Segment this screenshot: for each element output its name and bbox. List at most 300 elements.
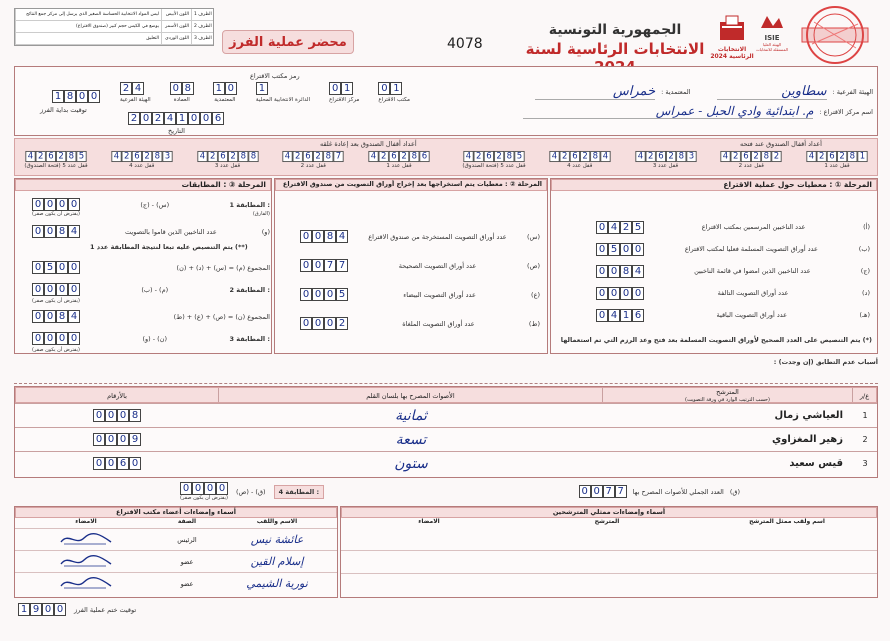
digit-cell: 0 <box>312 259 324 272</box>
code-field <box>378 82 410 103</box>
code-digits[interactable] <box>213 82 237 95</box>
member-role: الرئيس <box>177 535 197 544</box>
center-value[interactable]: م. ابتدائية وادي الحبل - عمراس <box>523 104 813 119</box>
digit-cell: 6 <box>46 151 56 162</box>
digit-cell: 1 <box>390 82 402 95</box>
envelope-label: الظرف 3 <box>191 33 213 44</box>
digit-cell: 4 <box>111 151 121 162</box>
voters-value[interactable] <box>32 225 80 238</box>
digit-cell: 0 <box>596 265 608 278</box>
digit-cell: 0 <box>300 288 312 301</box>
candidate-votes-words[interactable]: تسعة <box>395 431 427 448</box>
lock-label: قفل عدد 5 (فتحة الصندوق) <box>462 163 526 169</box>
stage3-title: المرحلة ③ : المطابقات <box>181 180 266 189</box>
code-label: العمادة <box>173 97 190 103</box>
voters-label: عدد الناخبين الذين قاموا بالتصويت <box>125 227 217 236</box>
isie-label: ISIE <box>764 34 780 42</box>
stamp-seal-icon <box>794 4 876 66</box>
code-label: مكتب الاقتراع <box>378 97 410 103</box>
code-label: المعتمدية <box>214 97 236 103</box>
digit-cell: 4 <box>25 151 35 162</box>
election-logo <box>710 14 754 62</box>
stage2-label: عدد أوراق التصويت المستخرجة من صندوق الاقتراع <box>368 232 507 241</box>
digit-cell: 0 <box>188 112 200 125</box>
voters-key: (و) <box>261 227 270 236</box>
digit-cell: 5 <box>608 243 620 256</box>
logo-text: الانتخابات الرئاسية 2024 <box>710 46 754 60</box>
envelope-desc: التعليق <box>15 33 161 44</box>
stage1-row <box>596 282 870 304</box>
stage3-header <box>15 179 271 191</box>
lock-field <box>277 150 349 169</box>
digit-cell: 4 <box>463 151 473 162</box>
member-row <box>15 572 337 594</box>
stage1-value[interactable] <box>596 243 644 256</box>
digit-cell: 8 <box>620 265 632 278</box>
stage1-label: عدد الناخبين المرسمين بمكتب الاقتراع <box>701 223 806 231</box>
digit-cell: 2 <box>645 151 655 162</box>
digit-cell: 0 <box>93 409 105 422</box>
digit-cell: 8 <box>504 151 514 162</box>
code-digits[interactable] <box>256 82 310 95</box>
digit-cell: 5 <box>514 151 524 162</box>
candidate-votes-words[interactable]: ثمانية <box>395 407 427 424</box>
stage1-row <box>596 238 870 260</box>
digit-cell: 4 <box>608 221 620 234</box>
digit-cell: 0 <box>32 261 44 274</box>
sum-n-label: المجموع (ن) = (ص) + (ع) + (ط) <box>173 312 270 321</box>
signature-scribble-icon <box>56 574 116 592</box>
digit-cell: 0 <box>32 283 44 296</box>
envelope-label: الظرف 2 <box>191 21 213 32</box>
digit-cell: 6 <box>484 151 494 162</box>
election-title: الانتخابات الرئاسية لسنة <box>525 40 705 58</box>
digit-cell: 0 <box>93 457 105 470</box>
member-name[interactable]: نورية الشيمي <box>246 577 308 590</box>
candidate-votes-digits[interactable] <box>93 409 141 422</box>
digit-cell: 6 <box>570 151 580 162</box>
code-digits[interactable] <box>329 82 359 95</box>
lock-number[interactable] <box>721 151 782 162</box>
match2-row <box>32 283 270 304</box>
digit-cell: 0 <box>54 603 66 616</box>
stage1-label: عدد أوراق التصويت التالفة <box>717 289 789 297</box>
candidate-number: 2 <box>862 435 868 444</box>
envelope-row <box>15 21 213 33</box>
digit-cell: 2 <box>817 151 827 162</box>
code-field <box>329 82 359 103</box>
digit-cell: 0 <box>44 225 56 238</box>
digit-cell: 8 <box>761 151 771 162</box>
envelope-color: اللون الأبيض <box>161 9 191 20</box>
code-label: الهيئة الفرعية <box>120 97 151 103</box>
digit-cell: 4 <box>635 151 645 162</box>
digit-cell: 8 <box>248 151 258 162</box>
match3-row <box>32 332 270 353</box>
stage2-row <box>300 222 540 251</box>
lock-label: قفل عدد 2 <box>300 163 326 169</box>
digit-cell: 2 <box>379 151 389 162</box>
envelope-label: الظرف 1 <box>191 9 213 20</box>
totals-row <box>180 482 740 501</box>
digit-cell: 2 <box>559 151 569 162</box>
reps-cols: اسم ولقب ممثل المترشح المترشح الامضاء <box>418 518 825 525</box>
minutes-title: محضر عملية الفرز <box>229 35 347 50</box>
match1-formula: (ج) - (س) <box>140 200 170 209</box>
digit-cell: 0 <box>216 482 228 495</box>
member-role: عضو <box>180 579 194 588</box>
stage2-label: عدد أوراق التصويت الملغاة <box>402 319 475 328</box>
match3-value[interactable] <box>32 332 80 345</box>
digit-cell: 7 <box>324 259 336 272</box>
digit-cell: 8 <box>56 225 68 238</box>
total-label: العدد الجملي للأصوات المصرح بها <box>632 487 724 496</box>
envelope-table <box>14 8 214 46</box>
stage1-value[interactable] <box>596 221 644 234</box>
lock-number[interactable] <box>635 151 696 162</box>
digit-cell: 0 <box>170 82 182 95</box>
lock-field <box>20 150 92 169</box>
date-digits[interactable] <box>128 112 224 125</box>
candidate-name: قيس سعيد <box>789 458 843 469</box>
end-time-block <box>18 603 136 616</box>
digit-cell: 0 <box>300 259 312 272</box>
digit-cell: 0 <box>180 482 192 495</box>
digit-cell: 0 <box>596 243 608 256</box>
digit-cell: 8 <box>590 151 600 162</box>
isie-emblem-icon <box>757 12 787 32</box>
stage2-key: (ص) <box>527 261 540 270</box>
locks-close-row <box>20 150 435 169</box>
lock-number[interactable] <box>463 151 524 162</box>
republic-title: الجمهورية التونسية <box>548 22 682 38</box>
stage2-rows <box>300 222 540 338</box>
digit-cell: 1 <box>52 90 64 103</box>
digit-cell: 4 <box>806 151 816 162</box>
ballot-box-icon <box>710 14 754 44</box>
stage1-key: (د) <box>861 289 870 297</box>
digit-cell: 2 <box>336 317 348 330</box>
official-stamp <box>794 4 876 66</box>
digit-cell: 2 <box>313 151 323 162</box>
municipality-value[interactable]: خمراس <box>535 84 655 100</box>
lock-number[interactable] <box>283 151 344 162</box>
match2-value[interactable] <box>32 283 80 296</box>
stage1-label: عدد أوراق التصويت المسلمة فعليا لمكتب الاقتراع <box>684 245 818 253</box>
member-row <box>15 528 337 550</box>
candidate-number: 3 <box>862 459 868 468</box>
branch-value[interactable]: سطاوين <box>717 84 827 100</box>
code-field <box>256 82 310 103</box>
digit-cell: 0 <box>140 112 152 125</box>
isie-name: الهيئة العليا المستقلة للانتخابات <box>756 42 789 52</box>
match3-label: المطابقة 3 : <box>229 334 270 343</box>
digit-cell: 3 <box>686 151 696 162</box>
digit-cell: 0 <box>32 310 44 323</box>
locks-open-title: أعداد أقفال الصندوق عند فتحه <box>740 140 822 148</box>
digit-cell: 2 <box>121 151 131 162</box>
sum-n-row <box>32 310 270 323</box>
digit-cell: 0 <box>378 82 390 95</box>
digit-cell: 4 <box>721 151 731 162</box>
match4-label: المطابقة 4 : <box>274 485 325 499</box>
member-signature[interactable] <box>15 574 157 594</box>
candidate-name: زهير المغزاوي <box>771 434 843 445</box>
lock-number[interactable] <box>368 151 429 162</box>
digit-cell: 5 <box>336 288 348 301</box>
end-time-label: توقيت ختم عملية الفرز <box>74 605 137 614</box>
candidates-header <box>15 387 877 403</box>
digit-cell: 0 <box>324 288 336 301</box>
lock-label: قفل عدد 4 <box>129 163 155 169</box>
member-name[interactable]: إسلام القين <box>250 555 304 568</box>
date-block <box>128 112 224 135</box>
digit-cell: 1 <box>176 112 188 125</box>
lock-number[interactable] <box>111 151 172 162</box>
lock-label: قفل عدد 1 <box>386 163 412 169</box>
digit-cell: 0 <box>591 485 603 498</box>
digit-cell: 0 <box>579 485 591 498</box>
member-name[interactable]: عائشة نيس <box>250 533 304 546</box>
digit-cell: 8 <box>676 151 686 162</box>
digit-cell: 0 <box>300 230 312 243</box>
location-fields <box>455 84 873 119</box>
stage1-value[interactable] <box>596 309 644 322</box>
member-role: عضو <box>180 557 194 566</box>
stage2-value[interactable] <box>300 288 348 301</box>
stage2-value[interactable] <box>300 317 348 330</box>
digit-cell: 2 <box>772 151 782 162</box>
digit-cell: 1 <box>341 82 353 95</box>
digit-cell: 6 <box>389 151 399 162</box>
candidate-votes-digits[interactable] <box>93 457 141 470</box>
lock-number[interactable] <box>806 151 867 162</box>
lock-field <box>715 150 787 169</box>
stage1-header <box>551 179 877 191</box>
stage2-value[interactable] <box>300 230 348 243</box>
total-key: (ق) <box>729 487 740 496</box>
digit-cell: 0 <box>44 310 56 323</box>
digit-cell: 4 <box>197 151 207 162</box>
form-number: 4078 <box>447 36 483 52</box>
digit-cell: 4 <box>164 112 176 125</box>
digit-cell: 1 <box>18 603 30 616</box>
digit-cell: 2 <box>666 151 676 162</box>
digit-cell: 2 <box>120 82 132 95</box>
minutes-title-box <box>222 30 354 54</box>
match4-value[interactable] <box>180 482 228 495</box>
start-time-block <box>40 90 120 114</box>
candidate-votes-digits[interactable] <box>93 433 141 446</box>
voters-row <box>32 225 270 238</box>
member-signature[interactable] <box>15 552 157 572</box>
stage2-title: المرحلة ② : معطيات يتم استخراجها بعد إخراج أوراق التصويت من صندوق الاقتراع <box>282 180 542 188</box>
stage2-label: عدد أوراق التصويت البيضاء <box>403 290 476 299</box>
digit-cell: 2 <box>228 151 238 162</box>
stage1-value[interactable] <box>596 287 644 300</box>
member-row <box>15 550 337 572</box>
code-digits[interactable] <box>378 82 410 95</box>
sum-n-value[interactable] <box>32 310 80 323</box>
digit-cell: 6 <box>117 457 129 470</box>
stage1-label: عدد الناخبين الذين امضوا في قائمة الناخبين <box>694 267 811 275</box>
envelope-row <box>15 9 213 21</box>
stage1-key: (ج) <box>860 267 870 275</box>
sum-m-row <box>32 261 270 274</box>
match1-row <box>32 198 270 217</box>
digit-cell: 8 <box>409 151 419 162</box>
candidates-table <box>14 386 878 478</box>
digit-cell: 4 <box>336 230 348 243</box>
digit-cell: 7 <box>334 151 344 162</box>
digit-cell: 0 <box>596 221 608 234</box>
match2-formula: (ب) - (م) <box>141 285 169 294</box>
digit-cell: 0 <box>32 332 44 345</box>
match1-label: المطابقة 1 : <box>229 200 270 209</box>
digit-cell: 0 <box>56 261 68 274</box>
digit-cell: 0 <box>329 82 341 95</box>
digit-cell: 6 <box>632 309 644 322</box>
digit-cell: 8 <box>66 151 76 162</box>
col-words: الأصوات المصرح بها بلسان القلم <box>218 388 602 402</box>
envelope-desc: ليس المواد الانتخابية الحساسة الصغير الذي يرسل إلى مركز جمع النتائج <box>15 9 161 20</box>
digit-cell: 6 <box>655 151 665 162</box>
digit-cell: 0 <box>129 457 141 470</box>
digit-cell: 8 <box>56 310 68 323</box>
code-field <box>213 82 237 103</box>
stage1-value[interactable] <box>596 265 644 278</box>
stage1-title: المرحلة ① : معطيات حول عملية الاقتراع <box>723 180 872 189</box>
stage2-header <box>275 179 547 191</box>
total-value[interactable] <box>579 485 627 498</box>
candidate-votes-words[interactable]: ستون <box>394 455 428 472</box>
digit-cell: 2 <box>751 151 761 162</box>
candidate-row <box>15 451 877 475</box>
digit-cell: 0 <box>632 287 644 300</box>
stage1-label: عدد أوراق التصويت الباقية <box>716 311 788 319</box>
signature-scribble-icon <box>56 552 116 570</box>
digit-cell: 0 <box>44 332 56 345</box>
sum-m-label: المجموع (م) = (س) + (د) + (ن) <box>176 263 270 272</box>
digit-cell: 0 <box>608 265 620 278</box>
digit-cell: 8 <box>182 82 194 95</box>
digit-cell: 7 <box>615 485 627 498</box>
municipality-label: المعتمدية : <box>661 88 691 96</box>
reps-table <box>340 506 878 598</box>
code-digits[interactable] <box>120 82 151 95</box>
members-table <box>14 506 338 598</box>
lock-field <box>630 150 702 169</box>
digit-cell: 4 <box>608 309 620 322</box>
lock-label: قفل عدد 3 <box>214 163 241 169</box>
digit-cell: 4 <box>600 151 610 162</box>
digit-cell: 2 <box>128 112 140 125</box>
digit-cell: 0 <box>88 90 100 103</box>
stage2-label: عدد أوراق التصويت الصحيحة <box>398 261 477 270</box>
sum-m-value[interactable] <box>32 261 80 274</box>
lock-field <box>458 150 530 169</box>
digit-cell: 8 <box>324 230 336 243</box>
lock-field <box>363 150 435 169</box>
stage1-key: (ب) <box>858 245 870 253</box>
code-field <box>120 82 151 103</box>
stage1-note: (*) يتم التنصيص على العدد الصحيح لأوراق التصويت المسلمة بعد فتح وعد الرزم التي تم استعمالها <box>560 336 872 344</box>
digit-cell: 4 <box>283 151 293 162</box>
end-time-digits[interactable] <box>18 603 66 616</box>
digit-cell: 0 <box>200 112 212 125</box>
digit-cell: 9 <box>129 433 141 446</box>
digit-cell: 0 <box>312 317 324 330</box>
mismatch-label: أسباب عدم التطابق (إن وجدت) : <box>773 358 878 366</box>
digit-cell: 6 <box>217 151 227 162</box>
stage2-row <box>300 280 540 309</box>
digit-cell: 8 <box>129 409 141 422</box>
stage1-row <box>596 304 870 326</box>
digit-cell: 9 <box>30 603 42 616</box>
digit-cell: 1 <box>857 151 867 162</box>
candidate-name: العياشي زمال <box>774 410 843 421</box>
digit-cell: 5 <box>44 261 56 274</box>
digit-cell: 0 <box>300 317 312 330</box>
digit-cell: 0 <box>596 287 608 300</box>
digit-cell: 0 <box>32 225 44 238</box>
match1-value[interactable] <box>32 198 80 211</box>
digit-cell: 0 <box>632 243 644 256</box>
digit-cell: 2 <box>36 151 46 162</box>
digit-cell: 2 <box>293 151 303 162</box>
candidate-row <box>15 403 877 427</box>
codes-row <box>120 82 410 103</box>
match3-formula: (و) - (ن) <box>142 334 168 343</box>
lock-field <box>106 150 178 169</box>
member-signature[interactable] <box>15 530 157 550</box>
digit-cell: 5 <box>632 221 644 234</box>
digit-cell: 0 <box>312 230 324 243</box>
match4-zero-note: (يفترض أن يكون صفر) <box>180 495 228 501</box>
digit-cell: 1 <box>213 82 225 95</box>
digit-cell: 2 <box>474 151 484 162</box>
stage3-note: (**) يتم التنصيص عليه تبعا لنتيجة المطابقة عدد 1 <box>90 243 248 251</box>
stage1-row <box>596 260 870 282</box>
code-digits[interactable] <box>170 82 194 95</box>
start-time-label: توقيت بداية الفرز <box>40 106 87 114</box>
digit-cell: 0 <box>608 287 620 300</box>
digit-cell: 2 <box>731 151 741 162</box>
digit-cell: 0 <box>204 482 216 495</box>
digit-cell: 2 <box>837 151 847 162</box>
digit-cell: 2 <box>142 151 152 162</box>
lock-number[interactable] <box>25 151 86 162</box>
lock-label: قفل عدد 3 <box>652 163 679 169</box>
stage2-value[interactable] <box>300 259 348 272</box>
match2-label: المطابقة 2 : <box>229 285 270 294</box>
members-cols: الاسم واللقب الصفة الامضاء <box>75 518 298 525</box>
lock-field <box>192 150 264 169</box>
digit-cell: 4 <box>132 82 144 95</box>
digit-cell: 0 <box>105 457 117 470</box>
lock-number[interactable] <box>549 151 610 162</box>
digit-cell: 6 <box>419 151 429 162</box>
digit-cell: 0 <box>324 317 336 330</box>
digit-cell: 6 <box>827 151 837 162</box>
digit-cell: 7 <box>336 259 348 272</box>
digit-cell: 4 <box>68 310 80 323</box>
digit-cell: 0 <box>105 433 117 446</box>
start-time-digits[interactable] <box>52 90 120 103</box>
lock-number[interactable] <box>197 151 258 162</box>
digit-cell: 0 <box>76 90 88 103</box>
branch-label: الهيئة الفرعية : <box>832 88 873 96</box>
